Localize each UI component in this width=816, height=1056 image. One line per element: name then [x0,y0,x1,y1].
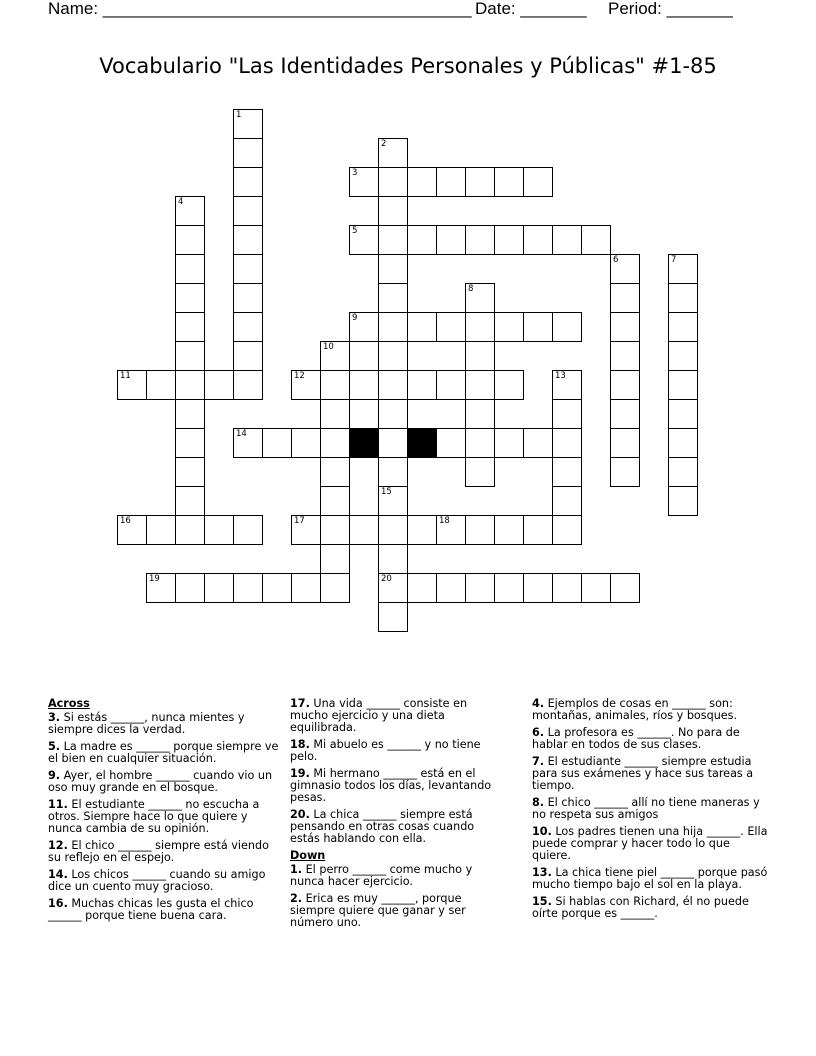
page-title: Vocabulario "Las Identidades Personales y Públicas" #1-85 [99,54,717,78]
clue-down-2: 2. Erica es muy ______, porque siempre quiere que ganar y ser número uno. [290,892,466,929]
grid-cell[interactable] [610,457,640,487]
grid-cell[interactable] [320,515,350,545]
grid-cell[interactable] [552,225,582,255]
grid-cell[interactable] [378,138,408,168]
grid-cell[interactable] [349,167,379,197]
grid-cell[interactable] [233,573,263,603]
grid-cell[interactable] [436,312,466,342]
clue-across-3: 3. Si estás ______, nunca mientes y siempre dices la verdad. [48,711,245,736]
grid-cell[interactable] [320,341,350,371]
grid-cell[interactable] [233,341,263,371]
clue-number: 5 [352,226,358,236]
grid-cell[interactable] [610,312,640,342]
clue-across-18: 18. Mi abuelo es ______ y no tiene pelo. [290,738,481,763]
grid-cell[interactable] [668,428,698,458]
grid-cell[interactable] [320,544,350,574]
grid-cell[interactable] [146,573,176,603]
clue-across-5: 5. La madre es ______ porque siempre ve el bien en cualquier situación. [48,740,279,765]
grid-cell[interactable] [117,370,147,400]
grid-cell[interactable] [523,573,553,603]
clues-column-1 [48,698,284,927]
grid-cell[interactable] [175,283,205,313]
clue-across-11: 11. El estudiante ______ no escucha a otros. Siempre hace lo que quiere y nunca cambia de su opinión. [48,798,260,835]
grid-cell[interactable] [552,486,582,516]
grid-cell[interactable] [523,312,553,342]
grid-cell[interactable] [233,254,263,284]
grid-cell[interactable] [175,515,205,545]
grid-cell[interactable] [175,428,205,458]
grid-cell[interactable] [581,225,611,255]
grid-cell[interactable] [494,428,524,458]
grid-cell[interactable] [407,515,437,545]
grid-cell[interactable] [378,573,408,603]
grid-cell[interactable] [552,399,582,429]
grid-cell[interactable] [407,573,437,603]
clues-column-3 [532,698,768,925]
clue-number: 16 [120,516,131,526]
name-field[interactable]: Name: _______________________________________ [48,0,472,18]
clue-number: 1 [236,110,242,120]
clue-number: 17 [294,516,305,526]
grid-cell[interactable] [175,457,205,487]
clue-down-6: 6. La profesora es ______. No para de hablar en todos de sus clases. [532,726,740,751]
grid-cell[interactable] [668,457,698,487]
grid-cell[interactable] [494,573,524,603]
grid-cell[interactable] [378,428,408,458]
grid-cell[interactable] [175,370,205,400]
grid-cell[interactable] [378,254,408,284]
grid-cell[interactable] [465,341,495,371]
grid-cell[interactable] [552,515,582,545]
grid-cell[interactable] [610,428,640,458]
grid-cell[interactable] [378,312,408,342]
grid-cell[interactable] [407,370,437,400]
grid-cell[interactable] [233,225,263,255]
across-heading: Across [48,697,90,710]
grid-cell[interactable] [378,544,408,574]
grid-cell[interactable] [320,370,350,400]
grid-cell[interactable] [436,225,466,255]
grid-cell[interactable] [233,109,263,139]
clue-down-8: 8. El chico ______ allí no tiene maneras y no respeta sus amigos [532,796,760,821]
grid-cell[interactable] [436,428,466,458]
grid-cell[interactable] [204,573,234,603]
clue-number: 6 [613,255,619,265]
grid-cell[interactable] [494,225,524,255]
grid-cell[interactable] [262,428,292,458]
grid-cell[interactable] [436,370,466,400]
grid-cell[interactable] [291,428,321,458]
clue-number: 15 [381,487,392,497]
grid-cell[interactable] [378,486,408,516]
grid-cell[interactable] [523,225,553,255]
grid-cell[interactable] [378,370,408,400]
grid-cell[interactable] [581,573,611,603]
clue-number: 20 [381,574,392,584]
grid-cell[interactable] [320,428,350,458]
grid-cell[interactable] [233,370,263,400]
grid-cell[interactable] [378,602,408,632]
grid-cell[interactable] [146,370,176,400]
clue-number: 7 [671,255,677,265]
grid-cell[interactable] [233,312,263,342]
grid-cell[interactable] [349,225,379,255]
grid-cell[interactable] [175,486,205,516]
grid-cell[interactable] [146,515,176,545]
clue-down-1: 1. El perro ______ come mucho y nunca hacer ejercicio. [290,863,473,888]
grid-cell[interactable] [668,254,698,284]
grid-cell[interactable] [175,254,205,284]
grid-cell[interactable] [291,573,321,603]
clue-number: 14 [236,429,247,439]
grid-cell[interactable] [494,312,524,342]
grid-cell[interactable] [523,167,553,197]
grid-cell[interactable] [378,515,408,545]
grid-cell[interactable] [610,254,640,284]
grid-cell[interactable] [610,283,640,313]
grid-cell[interactable] [407,167,437,197]
grid-cell[interactable] [552,312,582,342]
grid-cell[interactable] [320,573,350,603]
grid-cell[interactable] [378,341,408,371]
clue-number: 11 [120,371,131,381]
grid-cell[interactable] [523,515,553,545]
clue-number: 10 [323,342,334,352]
grid-cell[interactable] [175,312,205,342]
grid-cell[interactable] [436,167,466,197]
grid-cell[interactable] [175,573,205,603]
clue-down-13: 13. La chica tiene piel ______ porque pasó mucho tiempo bajo el sol en la playa. [532,866,768,891]
clue-down-10: 10. Los padres tienen una hija ______. Ella puede comprar y hacer todo lo que quiere. [532,825,768,862]
grid-cell[interactable] [465,167,495,197]
clue-across-16: 16. Muchas chicas les gusta el chico ______ porque tiene buena cara. [48,897,254,922]
grid-cell[interactable] [465,515,495,545]
clue-number: 18 [439,516,450,526]
grid-cell[interactable] [552,370,582,400]
grid-cell[interactable] [668,283,698,313]
grid-cell[interactable] [291,370,321,400]
grid-cell[interactable] [320,399,350,429]
period-field[interactable]: Period: _______ [608,0,733,18]
grid-cell[interactable] [552,573,582,603]
grid-cell[interactable] [378,399,408,429]
grid-cell[interactable] [668,486,698,516]
grid-cell[interactable] [175,196,205,226]
grid-cell[interactable] [668,312,698,342]
grid-cell[interactable] [233,283,263,313]
grid-cell[interactable] [291,515,321,545]
grid-cell[interactable] [610,341,640,371]
clue-across-19: 19. Mi hermano ______ está en el gimnasio todos los días, levantando pesas. [290,767,492,804]
grid-cell[interactable] [117,515,147,545]
grid-cell[interactable] [320,486,350,516]
clue-number: 8 [468,284,474,294]
grid-cell[interactable] [407,312,437,342]
grid-cell[interactable] [349,370,379,400]
grid-cell[interactable] [465,573,495,603]
clue-across-20: 20. La chica ______ siempre está pensando en otras cosas cuando estás hablando con ella. [290,808,475,845]
grid-cell[interactable] [523,428,553,458]
clues-column-2 [290,698,496,934]
grid-cell[interactable] [233,196,263,226]
clue-number: 4 [178,197,184,207]
clue-across-12: 12. El chico ______ siempre está viendo su reflejo en el espejo. [48,839,269,864]
grid-cell[interactable] [465,457,495,487]
down-heading: Down [290,849,326,862]
grid-cell[interactable] [233,138,263,168]
grid-cell[interactable] [494,515,524,545]
grid-cell[interactable] [465,428,495,458]
grid-cell[interactable] [668,341,698,371]
grid-cell[interactable] [233,167,263,197]
grid-cell[interactable] [378,167,408,197]
clue-across-9: 9. Ayer, el hombre ______ cuando vio un oso muy grande en el bosque. [48,769,273,794]
grid-cell[interactable] [552,457,582,487]
grid-cell[interactable] [610,370,640,400]
clue-number: 3 [352,168,358,178]
clue-across-17: 17. Una vida ______ consiste en mucho ejercicio y una dieta equilibrada. [290,697,468,734]
grid-cell[interactable] [204,370,234,400]
grid-cell[interactable] [668,399,698,429]
grid-cell[interactable] [233,428,263,458]
clue-down-7: 7. El estudiante ______ siempre estudia para sus exámenes y hace sus tareas a tiempo. [532,755,754,792]
grid-cell[interactable] [378,225,408,255]
grid-cell[interactable] [204,515,234,545]
grid-cell[interactable] [668,370,698,400]
date-field[interactable]: Date: _______ [475,0,587,18]
clue-number: 13 [555,371,566,381]
grid-cell[interactable] [349,515,379,545]
grid-cell[interactable] [494,370,524,400]
grid-cell[interactable] [378,283,408,313]
clue-number: 2 [381,139,387,149]
grid-cell[interactable] [610,399,640,429]
grid-cell[interactable] [436,515,466,545]
grid-cell[interactable] [233,515,263,545]
black-cell [407,428,437,458]
grid-cell[interactable] [552,428,582,458]
clue-down-15: 15. Si hablas con Richard, él no puede oírte porque es ______. [532,895,749,920]
grid-cell[interactable] [465,225,495,255]
grid-cell[interactable] [378,196,408,226]
grid-cell[interactable] [436,573,466,603]
grid-cell[interactable] [349,312,379,342]
grid-cell[interactable] [465,283,495,313]
grid-cell[interactable] [262,573,292,603]
grid-cell[interactable] [320,457,350,487]
clue-down-4: 4. Ejemplos de cosas en ______ son: montañas, animales, ríos y bosques. [532,697,738,722]
grid-cell[interactable] [175,225,205,255]
clue-number: 19 [149,574,160,584]
grid-cell[interactable] [407,225,437,255]
clue-number: 12 [294,371,305,381]
grid-cell[interactable] [465,312,495,342]
grid-cell[interactable] [175,399,205,429]
grid-cell[interactable] [378,457,408,487]
clue-across-14: 14. Los chicos ______ cuando su amigo dice un cuento muy gracioso. [48,868,266,893]
grid-cell[interactable] [494,167,524,197]
grid-cell[interactable] [175,341,205,371]
clue-number: 9 [352,313,358,323]
grid-cell[interactable] [465,370,495,400]
grid-cell[interactable] [465,399,495,429]
black-cell [349,428,379,458]
grid-cell[interactable] [610,573,640,603]
